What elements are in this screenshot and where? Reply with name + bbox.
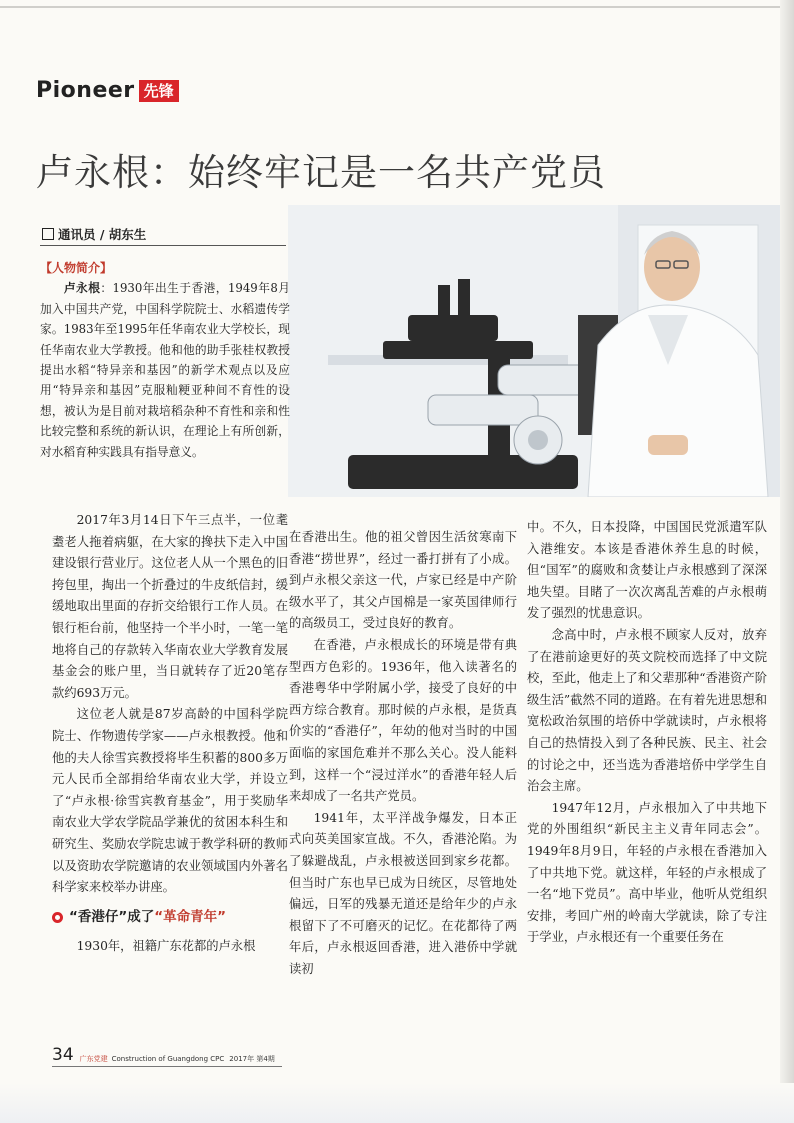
byline bbox=[42, 225, 146, 243]
paragraph: 在香港，卢永根成长的环境是带有典型西方色彩的。1936年，他入读著名的香港粤华中学附属小学，接受了良好的中西方综合教育。那时候的卢永根，是货真价实的“香港仔”，年幼的他对当时的中国面临的家国危难并不那么关心。没人能料到，这样一个“浸过洋水”的香港年轻人后来却成了一名共产党员。 bbox=[289, 637, 517, 804]
page-footer bbox=[52, 1046, 275, 1064]
paragraph: 1947年12月，卢永根加入了中共地下党的外围组织“新民主主义青年同志会”。1949年8月9日，年轻的卢永根在香港加入了中共地下党。就这样，年轻的卢永根成了一名“地下党员”。高中毕业，他听从党组织安排，考回广州的岭南大学就读，除了专注于学业，卢永根还有一个重要任务在 bbox=[527, 800, 767, 945]
section-heading-quote: “香港仔” bbox=[69, 908, 128, 925]
footer-rule bbox=[52, 1066, 282, 1067]
section-heading bbox=[52, 907, 288, 929]
magazine-name: 广东党建 bbox=[79, 1055, 108, 1063]
scientist-with-microscope-illustration bbox=[288, 205, 780, 497]
bio-box bbox=[40, 258, 290, 462]
bio-title: 【人物简介】 bbox=[40, 261, 113, 275]
paragraph: 1941年，太平洋战争爆发，日本正式向英美国家宣战。不久，香港沦陷。为了躲避战乱，卢永根被送回到家乡花都。但当时广东也早已成为日统区，尽管地处偏远，日军的残暴无道还是给年少的卢永根留下了不可磨灭的记忆。在花都待了两年后，卢永根返回香港，进入港侨中学就读初 bbox=[289, 810, 517, 976]
page-number: 34 bbox=[52, 1045, 74, 1065]
paragraph: 念高中时，卢永根不顾家人反对，放弃了在港前途更好的英文院校而选择了中文院校，至此，他走上了和父辈那种“香港资产阶级生活”截然不同的道路。在有着先进思想和宽松政治氛围的培侨中学就读时，卢永根将自己的热情投入到了各种民族、民主、社会的讨论之中，还当选为香港培侨中学学生自治会主席。 bbox=[527, 627, 767, 794]
scan-bottom-shade bbox=[0, 1083, 794, 1123]
section-heading-red: “革命青年” bbox=[154, 908, 226, 925]
article-headline: 卢永根：始终牢记是一名共产党员 bbox=[36, 151, 606, 194]
magazine-english-name: Construction of Guangdong CPC bbox=[111, 1055, 225, 1063]
scan-top-line bbox=[0, 6, 794, 8]
bio-body: ：1930年出生于香港，1949年8月加入中国共产党，中国科学院院士、水稻遗传学家。1983年至1995年任华南农业大学校长，现任华南农业大学教授。他和他的助手张桂权教授提出水稻“特异亲和基因”的新学术观点以及应用“特异亲和基因”克服籼粳亚种间不育性的设想，被认为是目前对栽培稻杂种不育性和亲和性比较完整和系统的新认识，在理论上有所创新，对水稻育种实践具有指导意义。 bbox=[40, 281, 290, 459]
paragraph: 中。不久，日本投降，中国国民党派遣军队入港维安。本该是香港休养生息的时候，但“国军”的腐败和贪婪让卢永根感到了深深地失望。目睹了一次次离乱苦难的卢永根萌发了强烈的忧患意识。 bbox=[527, 520, 767, 621]
paragraph: 在香港出生。他的祖父曾因生活贫寒南下香港“捞世界”，经过一番打拼有了小成。到卢永根父亲这一代，卢家已经是中产阶级水平了，其父卢国棉是一家英国律师行的高级员工，受过良好的教育。 bbox=[289, 530, 517, 631]
bio-text bbox=[40, 278, 290, 462]
byline-rule bbox=[40, 245, 286, 246]
portrait-photo bbox=[288, 205, 780, 497]
section-heading-mid: 成了 bbox=[127, 908, 155, 925]
square-icon bbox=[42, 228, 54, 240]
brand-chinese-badge: 先锋 bbox=[139, 80, 179, 102]
column-3 bbox=[527, 517, 767, 949]
paragraph: 2017年3月14日下午三点半，一位耄耋老人拖着病躯，在大家的搀扶下走入中国建设银行营业厅。这位老人从一个黑色的旧挎包里，掏出一个折叠过的牛皮纸信封，缓缓地取出里面的存折交给银行工作人员。在银行柜台前，他坚持一个半小时，一笔一笔地将自己的存款转入华南农业大学教育发展基金会的账户里，当日就转存了近20笔存款约693万元。 bbox=[52, 513, 288, 700]
paragraph: 这位老人就是87岁高龄的中国科学院院士、作物遗传学家——卢永根教授。他和他的夫人徐雪宾教授将毕生积蓄的800多万元人民币全部捐给华南农业大学，并设立了“卢永根·徐雪宾教育基金”，用于奖励华南农业大学农学院品学兼优的贫困本科生和研究生、奖励农学院忠诚于教学科研的教师以及资助农学院邀请的农业领域国内外著名科学家来校举办讲座。 bbox=[52, 707, 288, 895]
bio-name: 卢永根 bbox=[63, 281, 101, 296]
paragraph: 1930年，祖籍广东花都的卢永根 bbox=[76, 939, 256, 954]
byline-text: 通讯员 / 胡东生 bbox=[58, 227, 147, 242]
brand-english: Pioneer bbox=[36, 78, 135, 103]
bullet-icon bbox=[52, 912, 63, 923]
scan-edge bbox=[780, 0, 794, 1123]
column-brand bbox=[36, 78, 179, 103]
issue-label: 2017年 第4期 bbox=[229, 1055, 275, 1063]
column-2 bbox=[289, 527, 517, 980]
column-1 bbox=[52, 510, 288, 958]
